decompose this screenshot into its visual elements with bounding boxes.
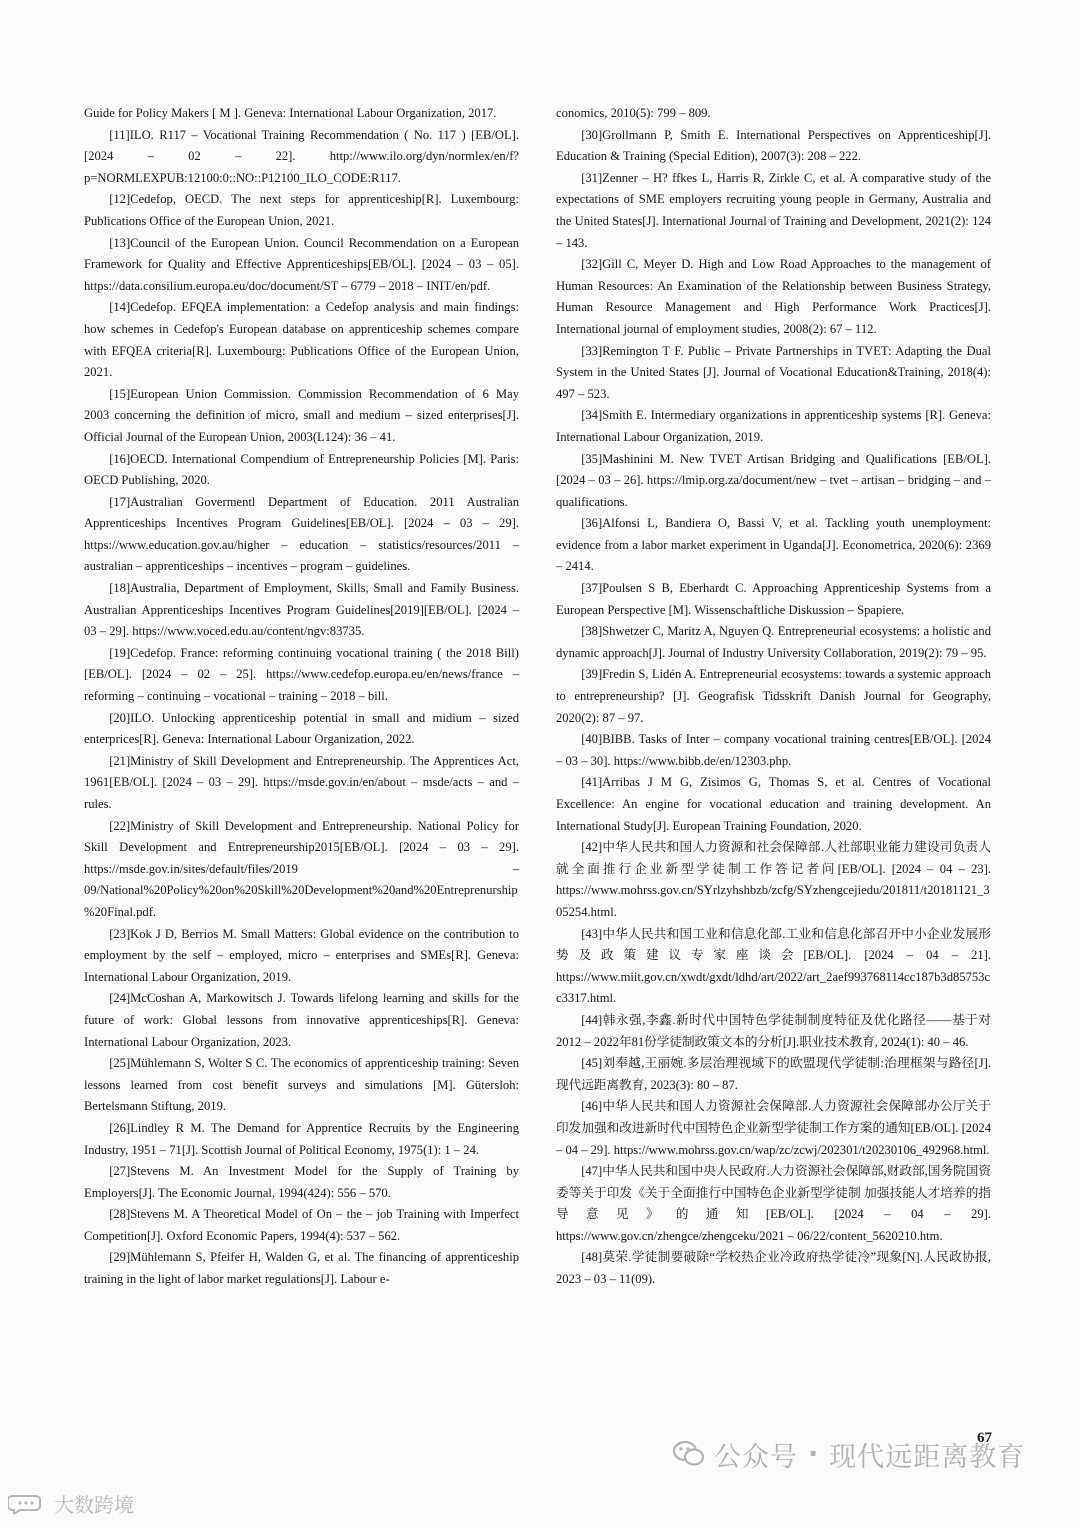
reference-entry: [34]Smith E. Intermediary organizations in apprenticeship systems [R]. Geneva: International Labour Organization, 2019. (556, 408, 991, 444)
reference-entry: [37]Poulsen S B, Eberhardt C. Approaching Apprenticeship Systems from a European Perspective [M]. Wissenschaftliche Diskussion – Spapiere. (556, 581, 991, 617)
reference-entry: [30]Grollmann P, Smith E. International Perspectives on Apprenticeship[J]. Education & Training (Special Edition), 2007(3): 208 – 222. (556, 127, 991, 164)
corner-watermark-text: 大数跨境 (54, 1492, 134, 1517)
right-column (556, 103, 991, 1291)
reference-entry: Guide for Policy Makers [ M ]. Geneva: International Labour Organization, 2017. (84, 106, 497, 120)
reference-entry: [21]Ministry of Skill Development and Entrepreneurship. The Apprentices Act, 1961[EB/OL]. [2024 – 03 – 29]. https://msde.gov.in/en/about – msde/acts – and – rules. (84, 753, 519, 811)
reference-entry: [16]OECD. International Compendium of Entrepreneurship Policies [M]. Paris: OECD Publishing, 2020. (84, 451, 519, 488)
reference-entry: [46]中华人民共和国人力资源社会保障部.人力资源社会保障部办公厅关于印发加强和改进新时代中国特色企业新型学徒制工作方案的通知[EB/OL]. [2024 – 04 – 29]. https://www.mohrss.gov.cn/wap/zc/zcwj/202301/t20230106_492968.html. (556, 1099, 991, 1157)
reference-entry: [25]Mühlemann S, Wolter S C. The economics of apprenticeship training: Seven lessons learned from cost benefit surveys and simulations [M]. Gütersloh: Bertelsmann Stiftung, 2019. (84, 1056, 519, 1114)
reference-entry: [32]Gill C, Meyer D. High and Low Road Approaches to the management of Human Resources: An Examination of the Relationship between Business Strategy, Human Resource Management and High Performance Work Practices[J]. International journal of employment studies, 2008(2): 67 – 112. (556, 257, 991, 336)
reference-entry: [19]Cedefop. France: reforming continuing vocational training ( the 2018 Bill) [EB/OL]. [2024 – 02 – 25]. https://www.cedefop.europa.eu/en/news/france – reforming – continuing – vocational – training – 2018 – bill. (84, 645, 519, 704)
reference-entry: [48]莫荣.学徒制要破除“学校热企业冷政府热学徒冷”现象[N].人民政协报, 2023 – 03 – 11(09). (556, 1250, 991, 1287)
reference-entry: [23]Kok J D, Berrios M. Small Matters: Global evidence on the contribution to employment by the self – employed, micro – enterprises and SMEs[R]. Geneva: International Labour Organization, 2019. (84, 926, 519, 984)
reference-entry: [18]Australia, Department of Employment, Skills, Small and Family Business. Australian Apprenticeships Incentives Program Guidelines[2019][EB/OL]. [2024 – 03 – 29]. https://www.voced.edu.au/content/ngv:83735. (84, 581, 519, 639)
reference-entry: [15]European Union Commission. Commission Recommendation of 6 May 2003 concerning the definition of micro, small and medium – sized enterprises[J]. Official Journal of the European Union, 2003(L124): 36 – 41. (84, 386, 519, 444)
chat-bubble-icon (8, 1492, 48, 1514)
reference-entry: [27]Stevens M. An Investment Model for the Supply of Training by Employers[J]. The Economic Journal, 1994(424): 556 – 570. (84, 1164, 519, 1200)
reference-entry: [44]韩永强,李鑫.新时代中国特色学徒制制度特征及优化路径——基于对2012 – 2022年81份学徒制政策文本的分析[J].职业技术教育, 2024(1): 40 – 46. (556, 1012, 991, 1049)
watermark-separator: · (808, 1438, 820, 1470)
reference-entry: [45]刘奉越,王丽婉.多层治理视域下的欧盟现代学徒制:治理框架与路径[J].现代远距离教育, 2023(3): 80 – 87. (556, 1056, 991, 1092)
reference-entry: conomics, 2010(5): 799 – 809. (556, 106, 711, 120)
reference-entry: [11]ILO. R117 – Vocational Training Recommendation ( No. 117 ) [EB/OL]. [2024 – 02 – 22]. http://www.ilo.org/dyn/normlex/en/f?p=NORMLEXPUB:12100:0::NO::P12100_ILO_CODE:R117. (84, 127, 519, 185)
left-column (84, 103, 519, 1291)
wechat-watermark (672, 1434, 1025, 1474)
reference-entry: [39]Fredin S, Lidén A. Entrepreneurial ecosystems: towards a systemic approach to entrepreneurship? [J]. Geografisk Tidsskrift Danish Journal for Geography, 2020(2): 87 – 97. (556, 667, 991, 725)
reference-entry: [35]Mashinini M. New TVET Artisan Bridging and Qualifications [EB/OL]. [2024 – 03 – 26]. https://lmip.org.za/document/new – tvet – artisan – bridging – and – qualifications. (556, 451, 991, 509)
reference-entry: [26]Lindley R M. The Demand for Apprentice Recruits by the Engineering Industry, 1951 – 71[J]. Scottish Journal of Political Economy, 1975(1): 1 – 24. (84, 1120, 519, 1157)
reference-entry: [40]BIBB. Tasks of Inter – company vocational training centres[EB/OL]. [2024 – 03 – 30]. https://www.bibb.de/en/12303.php. (556, 732, 991, 768)
reference-entry: [20]ILO. Unlocking apprenticeship potential in small and midium – sized enterprices[R]. Geneva: International Labour Organization, 2022. (84, 710, 519, 747)
reference-entry: [24]McCoshan A, Markowitsch J. Towards lifelong learning and skills for the future of work: Global lessons from innovative apprenticeships[R]. Geneva: International Labour Organization, 2023. (84, 991, 519, 1049)
watermark-account-name: 现代远距离教育 (829, 1441, 1026, 1473)
reference-entry: [38]Shwetzer C, Maritz A, Nguyen Q. Entrepreneurial ecosystems: a holistic and dynamic approach[J]. Journal of Industry University Collaboration, 2019(2): 79 – 95. (556, 624, 991, 660)
reference-entry: [14]Cedefop. EFQEA implementation: a Cedefop analysis and main findings: how schemes in Cedefop's European database on apprenticeship schemes compare with EFQEA criteria[R]. Luxembourg: Publications Office of the European Union, 2021. (84, 300, 519, 380)
page-number: 67 (977, 1430, 992, 1446)
reference-entry: [33]Remington T F. Public – Private Partnerships in TVET: Adapting the Dual System in the United States [J]. Journal of Vocational Education&Training, 2018(4): 497 – 523. (556, 343, 991, 401)
reference-entry: [12]Cedefop, OECD. The next steps for apprenticeship[R]. Luxembourg: Publications Office of the European Union, 2021. (84, 192, 519, 228)
reference-entry: [42]中华人民共和国人力资源和社会保障部.人社部职业能力建设司负责人就全面推行企业新型学徒制工作答记者问[EB/OL]. [2024 – 04 – 23]. https://www.mohrss.gov.cn/SYrlzyhshbzb/zcfg/SYzhengcejiedu/201811/t20181121_305254.html. (556, 840, 991, 919)
reference-entry: [29]Mühlemann S, Pfeifer H, Walden G, et al. The financing of apprenticeship training in the light of labor market regulations[J]. Labour e- (84, 1250, 519, 1287)
corner-watermark (8, 1488, 134, 1518)
reference-entry: [28]Stevens M. A Theoretical Model of On – the – job Training with Imperfect Competition[J]. Oxford Economic Papers, 1994(4): 537 – 562. (84, 1207, 519, 1243)
reference-entry: [36]Alfonsi L, Bandiera O, Bassi V, et al. Tackling youth unemployment: evidence from a labor market experiment in Uganda[J]. Econometrica, 2020(6): 2369 – 2414. (556, 516, 991, 574)
wechat-icon (672, 1439, 706, 1469)
reference-entry: [41]Arribas J M G, Zisimos G, Thomas S, et al. Centres of Vocational Excellence: An engine for vocational education and training development. An International Study[J]. European Training Foundation, 2020. (556, 775, 991, 833)
reference-entry: [43]中华人民共和国工业和信息化部.工业和信息化部召开中小企业发展形势及政策建议专家座谈会[EB/OL]. [2024 – 04 – 21]. https://www.miit.gov.cn/xwdt/gxdt/ldhd/art/2022/art_2aef993768114cc187b3d85753cc3317.html. (556, 926, 991, 1006)
watermark-platform: 公众号 (714, 1441, 798, 1473)
reference-entry: [31]Zenner – H? ffkes L, Harris R, Zirkle C, et al. A comparative study of the expectations of SME employers recruiting young people in Germany, Australia and the United States[J]. International Journal of Training and Development, 2021(2): 124 – 143. (556, 170, 991, 250)
reference-entry: [13]Council of the European Union. Council Recommendation on a European Framework for Quality and Effective Apprenticeships[EB/OL]. [2024 – 03 – 05]. https://data.consilium.europa.eu/doc/document/ST – 6779 – 2018 – INIT/en/pdf. (84, 235, 519, 293)
reference-entry: [17]Australian Govermentl Department of Education. 2011 Australian Apprenticeships Incentives Program Guidelines[EB/OL]. [2024 – 03 – 29]. https://www.education.gov.au/higher – education – statistics/resources/2011 – australian – apprenticeships – incentives – program – guidelines. (84, 494, 519, 574)
reference-entry: [47]中华人民共和国中央人民政府.人力资源社会保障部,财政部,国务院国资委等关于印发《关于全面推行中国特色企业新型学徒制 加强技能人才培养的指导意见》的通知[EB/OL]. [2024 – 04 – 29]. https://www.gov.cn/zhengce/zhengceku/2021 – 06/22/content_5620210.htm. (556, 1164, 991, 1243)
reference-entry: [22]Ministry of Skill Development and Entrepreneurship. National Policy for Skill Development and Entrepreneurship2015[EB/OL]. [2024 – 03 – 29]. https://msde.gov.in/sites/default/files/2019 – 09/National%20Policy%20on%20Skill%20Development%20and%20Entreprenurship%20Final.pdf. (84, 818, 519, 919)
